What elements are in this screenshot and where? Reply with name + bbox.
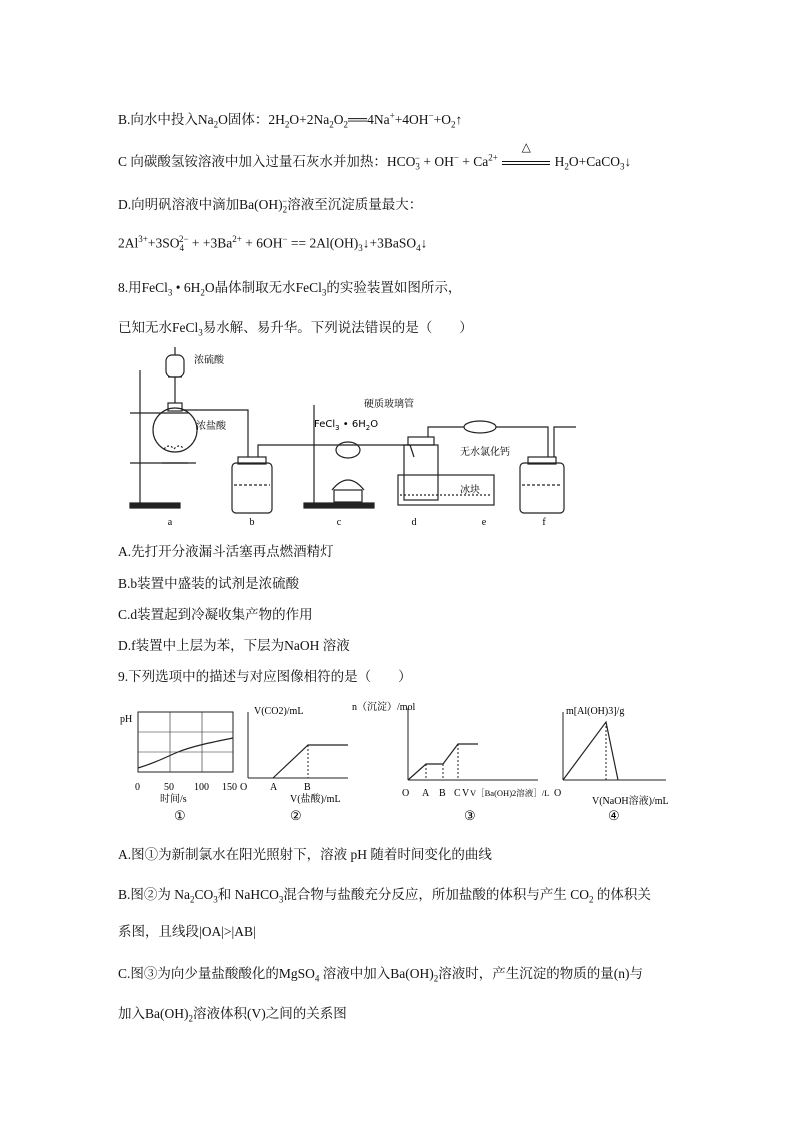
- q8-option-b: B.b装置中盛装的试剂是浓硫酸: [118, 576, 300, 591]
- label-fecl3-6h2o: FeCl$_3$ • $6H_2O$: [314, 419, 379, 432]
- apparatus-letter-a: a: [167, 517, 173, 528]
- q8-option-a: A.先打开分液漏斗活塞再点燃酒精灯: [118, 544, 334, 559]
- q8-option-d: D.f装置中上层为苯，下层为NaOH 溶液: [118, 638, 350, 653]
- q9-option-a: A.图①为新制氯水在阳光照射下，溶液 pH 随着时间变化的曲线: [118, 847, 492, 862]
- chart2-tick-a: A: [270, 782, 278, 793]
- charts-row: [118, 700, 678, 825]
- chart1-ylabel: pH: [120, 714, 133, 725]
- chart3-tick-a: A: [422, 788, 430, 799]
- chart2-tick-b: B: [304, 782, 311, 793]
- chart2-ylabel: V(CO2)/mL: [254, 706, 304, 717]
- chart1-tick-50: 50: [164, 782, 174, 793]
- apparatus-letter-f: f: [542, 517, 546, 528]
- chart1-tick-100: 100: [194, 782, 209, 793]
- question-8-line1: 8.用FeCl$_3$ • $6H_2O$晶体制取无水FeCl$_3$的实验装置如图所示，: [118, 280, 462, 298]
- option-d-equation: $2Al^{3+}+3SO_4^{2-} + +3Ba^{2+} + 6OH^-$ == $2Al(OH)_3↓+3BaSO_4↓$: [118, 234, 428, 254]
- chart1-xlabel: 时间/s: [160, 794, 187, 805]
- chart2-tick-o: O: [240, 782, 248, 793]
- chart4-tick-o: O: [554, 788, 562, 799]
- label-hard-glass-tube: 硬质玻璃管: [364, 399, 414, 410]
- label-conc-hcl: 浓盐酸: [196, 421, 226, 432]
- option-d: D.向明矾溶液中滴加$Ba(OH)_2^-$溶液至沉淀质量最大：: [118, 195, 423, 215]
- chart2-xlabel: V(盐酸)/mL: [290, 794, 341, 805]
- chart1-title: ①: [174, 808, 186, 823]
- chart3-ylabel: n（沉淀）/mol: [352, 702, 416, 713]
- q9-option-b-line2: 系图，且线段|OA|>|AB|: [118, 924, 256, 939]
- chart4-title: ④: [608, 808, 620, 823]
- chart4-line: [563, 722, 618, 780]
- chart1-curve: [138, 738, 233, 768]
- chart3-xlabel: V［Ba(OH)2溶液］/L: [470, 788, 550, 798]
- chart3-tick-v: V: [462, 788, 470, 799]
- chart4-xlabel: V(NaOH溶液)/mL: [592, 796, 669, 807]
- chart2-line: [273, 745, 348, 778]
- option-c: C 向碳酸氢铵溶液中加入过量石灰水并加热：$HCO_3^- + OH^- + Ca^{2+}$ △ $H_2O+CaCO_3↓$: [118, 140, 632, 172]
- apparatus-letter-c: c: [336, 517, 342, 528]
- chart2-title: ②: [290, 808, 302, 823]
- q9-option-c-line1: C.图③为向少量盐酸酸化的MgSO$_4$ 溶液中加入$Ba(OH)_2$溶液时，产生沉淀的物质的量(n)与: [118, 966, 644, 984]
- apparatus-letter-d: d: [411, 517, 417, 528]
- chart3-tick-b: B: [439, 788, 446, 799]
- apparatus-letter-b: b: [249, 517, 255, 528]
- question-8-line2: 已知无水FeCl$_3$易水解、易升华。下列说法错误的是（ ）: [118, 320, 473, 338]
- chart1-tick-150: 150: [222, 782, 237, 793]
- option-b: B.向水中投入$Na_2O$固体：$2H_2O+2Na_2O_2══4Na^++4OH^-+O_2↑$: [118, 110, 463, 130]
- apparatus-diagram: [118, 345, 588, 530]
- chart3-tick-c: C: [454, 788, 461, 799]
- q8-option-c: C.d装置起到冷凝收集产物的作用: [118, 607, 313, 622]
- label-ice: 冰块: [460, 485, 480, 496]
- chart3-line: [408, 744, 478, 780]
- q9-option-b-line1: B.图②为 $Na_2CO_3$和 NaHCO$_3$混合物与盐酸充分反应，所加盐酸的体积与产生 $CO_2$ 的体积关: [118, 887, 651, 905]
- label-conc-sulfuric: 浓硫酸: [194, 355, 224, 366]
- chart4-ylabel: m[Al(OH)3]/g: [566, 706, 625, 717]
- chart3-tick-o: O: [402, 788, 410, 799]
- q9-option-c-line2: 加入$Ba(OH)_2$溶液体积(V)之间的关系图: [118, 1006, 347, 1024]
- chart1-tick-0: 0: [135, 782, 140, 793]
- label-anhydrous-cacl2: 无水氯化钙: [460, 447, 510, 458]
- apparatus-letter-e: e: [481, 517, 487, 528]
- chart3-title: ③: [464, 808, 476, 823]
- question-9: 9.下列选项中的描述与对应图像相符的是（ ）: [118, 669, 412, 684]
